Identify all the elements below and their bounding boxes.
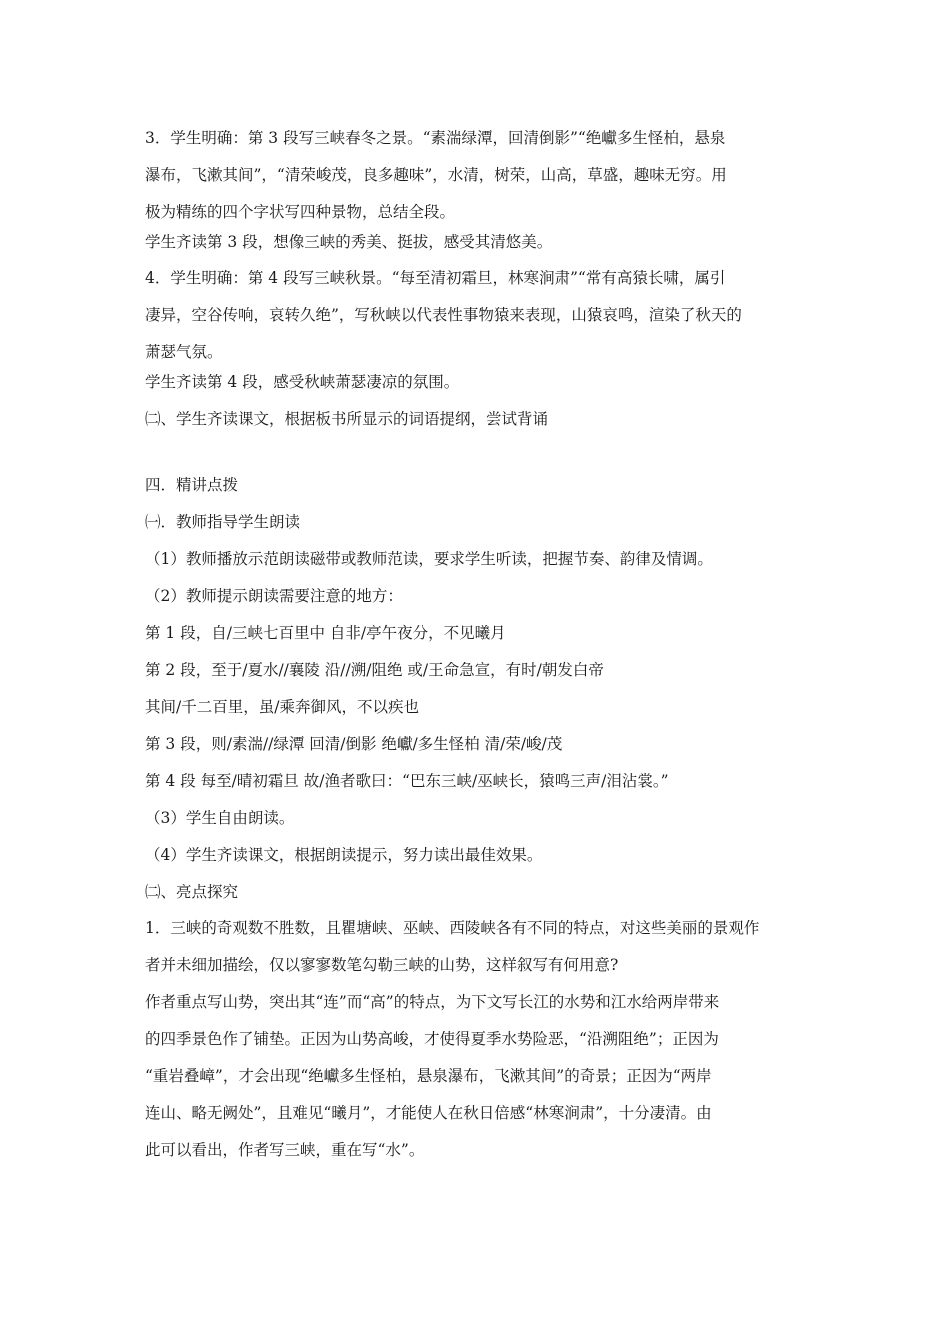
document-page (145, 120, 807, 1169)
text-line: 极为精练的四个字状写四种景物，总结全段。 (145, 203, 456, 221)
reading-note: 第 2 段，至于/夏水//襄陵 沿//溯/阻绝 或/王命急宣，有时/朝发白帝 (145, 661, 604, 679)
recite-instruction: ㈡、学生齐读课文，根据板书所显示的词语提纲，尝试背诵 (145, 410, 549, 428)
reading-note: 第 3 段，则/素湍//绿潭 回清/倒影 绝巘/多生怪柏 清/荣/峻/茂 (145, 735, 563, 753)
subsection-heading-2: ㈡、亮点探究 (145, 883, 239, 901)
text-line: 4．学生明确：第 4 段写三峡秋景。“每至清初霜旦，林寒涧肃”“常有高猿长啸，属引 (145, 269, 726, 287)
text-line: 此可以看出，作者写三峡，重在写“水”。 (145, 1141, 425, 1159)
text-line: 3．学生明确：第 3 段写三峡春冬之景。“素湍绿潭，回清倒影”“绝巘多生怪柏，悬泉 (145, 129, 726, 147)
point-3-paragraph (145, 120, 807, 231)
text-line: 凄异，空谷传响，哀转久绝”，写秋峡以代表性事物猿来表现，山猿哀鸣，渲染了秋天的 (145, 306, 742, 324)
subsection-heading-1: ㈠．教师指导学生朗读 (145, 513, 301, 531)
text-line: 的四季景色作了铺垫。正因为山势高峻，才使得夏季水势险恶，“沿溯阻绝”；正因为 (145, 1030, 719, 1048)
read-aloud-3: 学生齐读第 3 段，想像三峡的秀美、挺拔，感受其清悠美。 (145, 233, 553, 251)
text-line: 萧瑟气氛。 (145, 343, 223, 361)
reading-note: 其间/千二百里，虽/乘奔御风，不以疾也 (145, 698, 419, 716)
question-1 (145, 910, 807, 984)
text-line: “重岩叠嶂”，才会出现“绝巘多生怪柏，悬泉瀑布，飞漱其间”的奇景；正因为“两岸 (145, 1067, 712, 1085)
read-aloud-4: 学生齐读第 4 段，感受秋峡萧瑟凄凉的氛围。 (145, 373, 460, 391)
list-item: （4）学生齐读课文，根据朗读提示，努力读出最佳效果。 (145, 846, 543, 864)
list-item: （2）教师提示朗读需要注意的地方： (145, 587, 403, 605)
answer-paragraph (145, 984, 807, 1169)
text-line: 1．三峡的奇观数不胜数，且瞿塘峡、巫峡、西陵峡各有不同的特点，对这些美丽的景观作 (145, 919, 760, 937)
section-heading: 四．精讲点拨 (145, 476, 239, 494)
text-line: 作者重点写山势，突出其“连”而“高”的特点，为下文写长江的水势和江水给两岸带来 (145, 993, 720, 1011)
text-line: 者并未细加描绘，仅以寥寥数笔勾勒三峡的山势，这样叙写有何用意? (145, 956, 619, 974)
point-4-paragraph (145, 260, 807, 371)
reading-note: 第 4 段 每至/晴初霜旦 故/渔者歌曰：“巴东三峡/巫峡长，猿鸣三声/泪沾裳。” (145, 772, 669, 790)
list-item: （1）教师播放示范朗读磁带或教师范读，要求学生听读，把握节奏、韵律及情调。 (145, 550, 713, 568)
list-item: （3）学生自由朗读。 (145, 809, 295, 827)
reading-note: 第 1 段，自/三峡七百里中 自非/亭午夜分，不见曦月 (145, 624, 506, 642)
text-line: 瀑布，飞漱其间”，“清荣峻茂，良多趣味”，水清，树荣，山高，草盛，趣味无穷。用 (145, 166, 727, 184)
text-line: 连山、略无阙处”，且难见“曦月”，才能使人在秋日倍感“林寒涧肃”，十分凄清。由 (145, 1104, 712, 1122)
